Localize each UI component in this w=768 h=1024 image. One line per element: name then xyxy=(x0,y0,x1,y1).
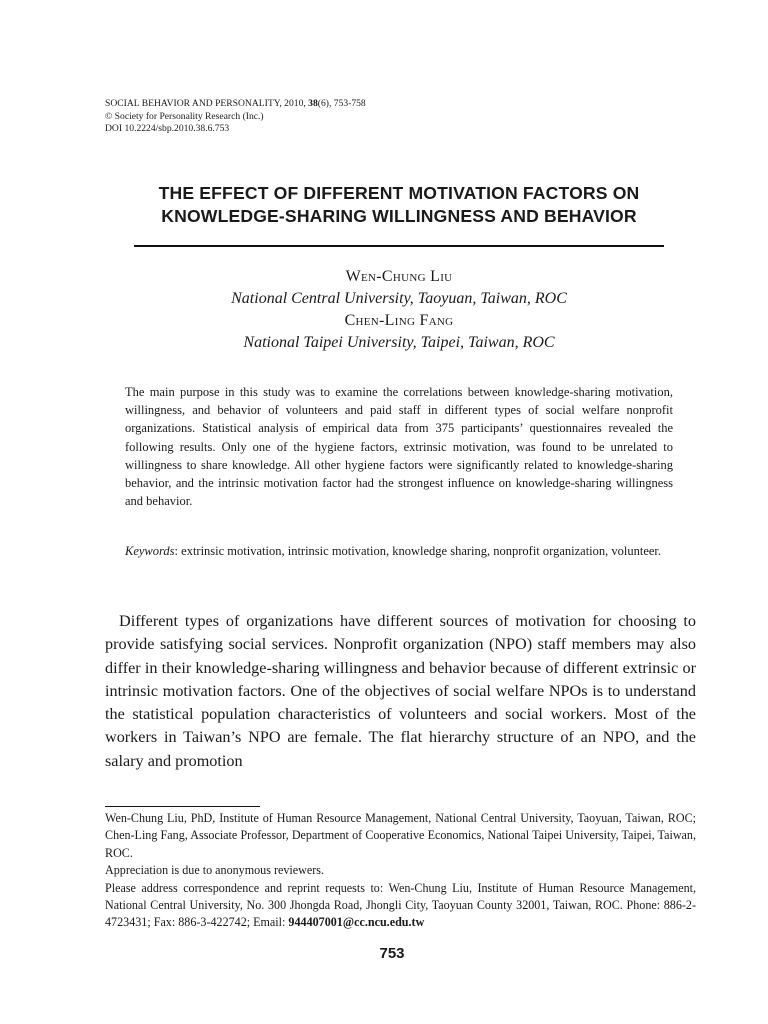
doi-line: DOI 10.2224/sbp.2010.38.6.753 xyxy=(105,123,230,134)
correspondence-email: 944407001@cc.ncu.edu.tw xyxy=(288,915,425,930)
footnote-divider xyxy=(105,806,260,807)
author-name: Chen-Ling Fang xyxy=(344,312,454,329)
correspondence-text: Please address correspondence and reprint requests to: Wen-Chung Liu, Institute of Human Resource Management, National Central University, No. 300 Jhongda Road, Jhongli City, Taoyuan County 32001, Taiwan, ROC. Phone: 886-2-4723431; Fax: 886-3-422742; Email: xyxy=(105,880,696,930)
title-line-1: THE EFFECT OF DIFFERENT MOTIVATION FACTORS ON xyxy=(158,183,640,203)
abstract-text: The main purpose in this study was to examine the correlations between knowledge-sharing motivation, willingness, and behavior of volunteers and paid staff in different types of social welfare nonprofit organizations. Statistical analysis of empirical data from 375 participants’ questionnaires revealed the following results. Only one of the hygiene factors, extrinsic motivation, was found to be unrelated to willingness to share knowledge. All other hygiene factors were significantly related to knowledge-sharing behavior, and the intrinsic motivation factor had the strongest influence on knowledge-sharing willingness and behavior. xyxy=(125,385,673,509)
footnote-affiliations: Wen-Chung Liu, PhD, Institute of Human Resource Management, National Central University, Taoyuan, Taiwan, ROC; Chen-Ling Fang, Associate Professor, Department of Cooperative Economics, National Taipei University, Taipei, Taiwan, ROC. xyxy=(105,811,696,860)
abstract xyxy=(125,383,673,510)
keywords xyxy=(125,542,673,560)
author-block xyxy=(100,266,698,354)
body-paragraph: Different types of organizations have different sources of motivation for choosing to provide satisfying social services. Nonprofit organization (NPO) staff members may also differ in their knowledge-sharing willingness and behavior because of different extrinsic or intrinsic motivation factors. One of the objectives of social welfare NPOs is to understand the statistical population characteristics of volunteers and social workers. Most of the workers in Taiwan’s NPO are female. The flat hierarchy structure of an NPO, and the salary and promotion xyxy=(105,612,696,770)
journal-citation xyxy=(105,98,366,111)
author-affiliation: National Taipei University, Taipei, Taiwan, ROC xyxy=(243,334,555,351)
title-divider xyxy=(134,245,664,247)
page-number: 753 xyxy=(379,945,405,962)
copyright-line: © Society for Personality Research (Inc.) xyxy=(105,110,264,122)
journal-volume: 38 xyxy=(308,98,318,109)
footnotes xyxy=(105,810,696,932)
journal-header xyxy=(105,98,366,136)
title-line-2: KNOWLEDGE-SHARING WILLINGNESS AND BEHAVIOR xyxy=(161,206,637,226)
footnote-correspondence xyxy=(105,880,696,932)
keywords-text: : extrinsic motivation, intrinsic motivation, knowledge sharing, nonprofit organization, volunteer. xyxy=(174,544,662,558)
body-text xyxy=(105,610,696,773)
journal-prefix: SOCIAL BEHAVIOR AND PERSONALITY, 2010, xyxy=(105,98,309,109)
author-affiliation: National Central University, Taoyuan, Taiwan, ROC xyxy=(231,290,567,307)
footnote-appreciation: Appreciation is due to anonymous reviewers. xyxy=(105,863,324,878)
keywords-label: Keywords xyxy=(125,544,175,558)
article-title xyxy=(100,182,698,228)
journal-issue-pages: (6), 753-758 xyxy=(317,98,366,109)
author-name: Wen-Chung Liu xyxy=(345,268,453,285)
